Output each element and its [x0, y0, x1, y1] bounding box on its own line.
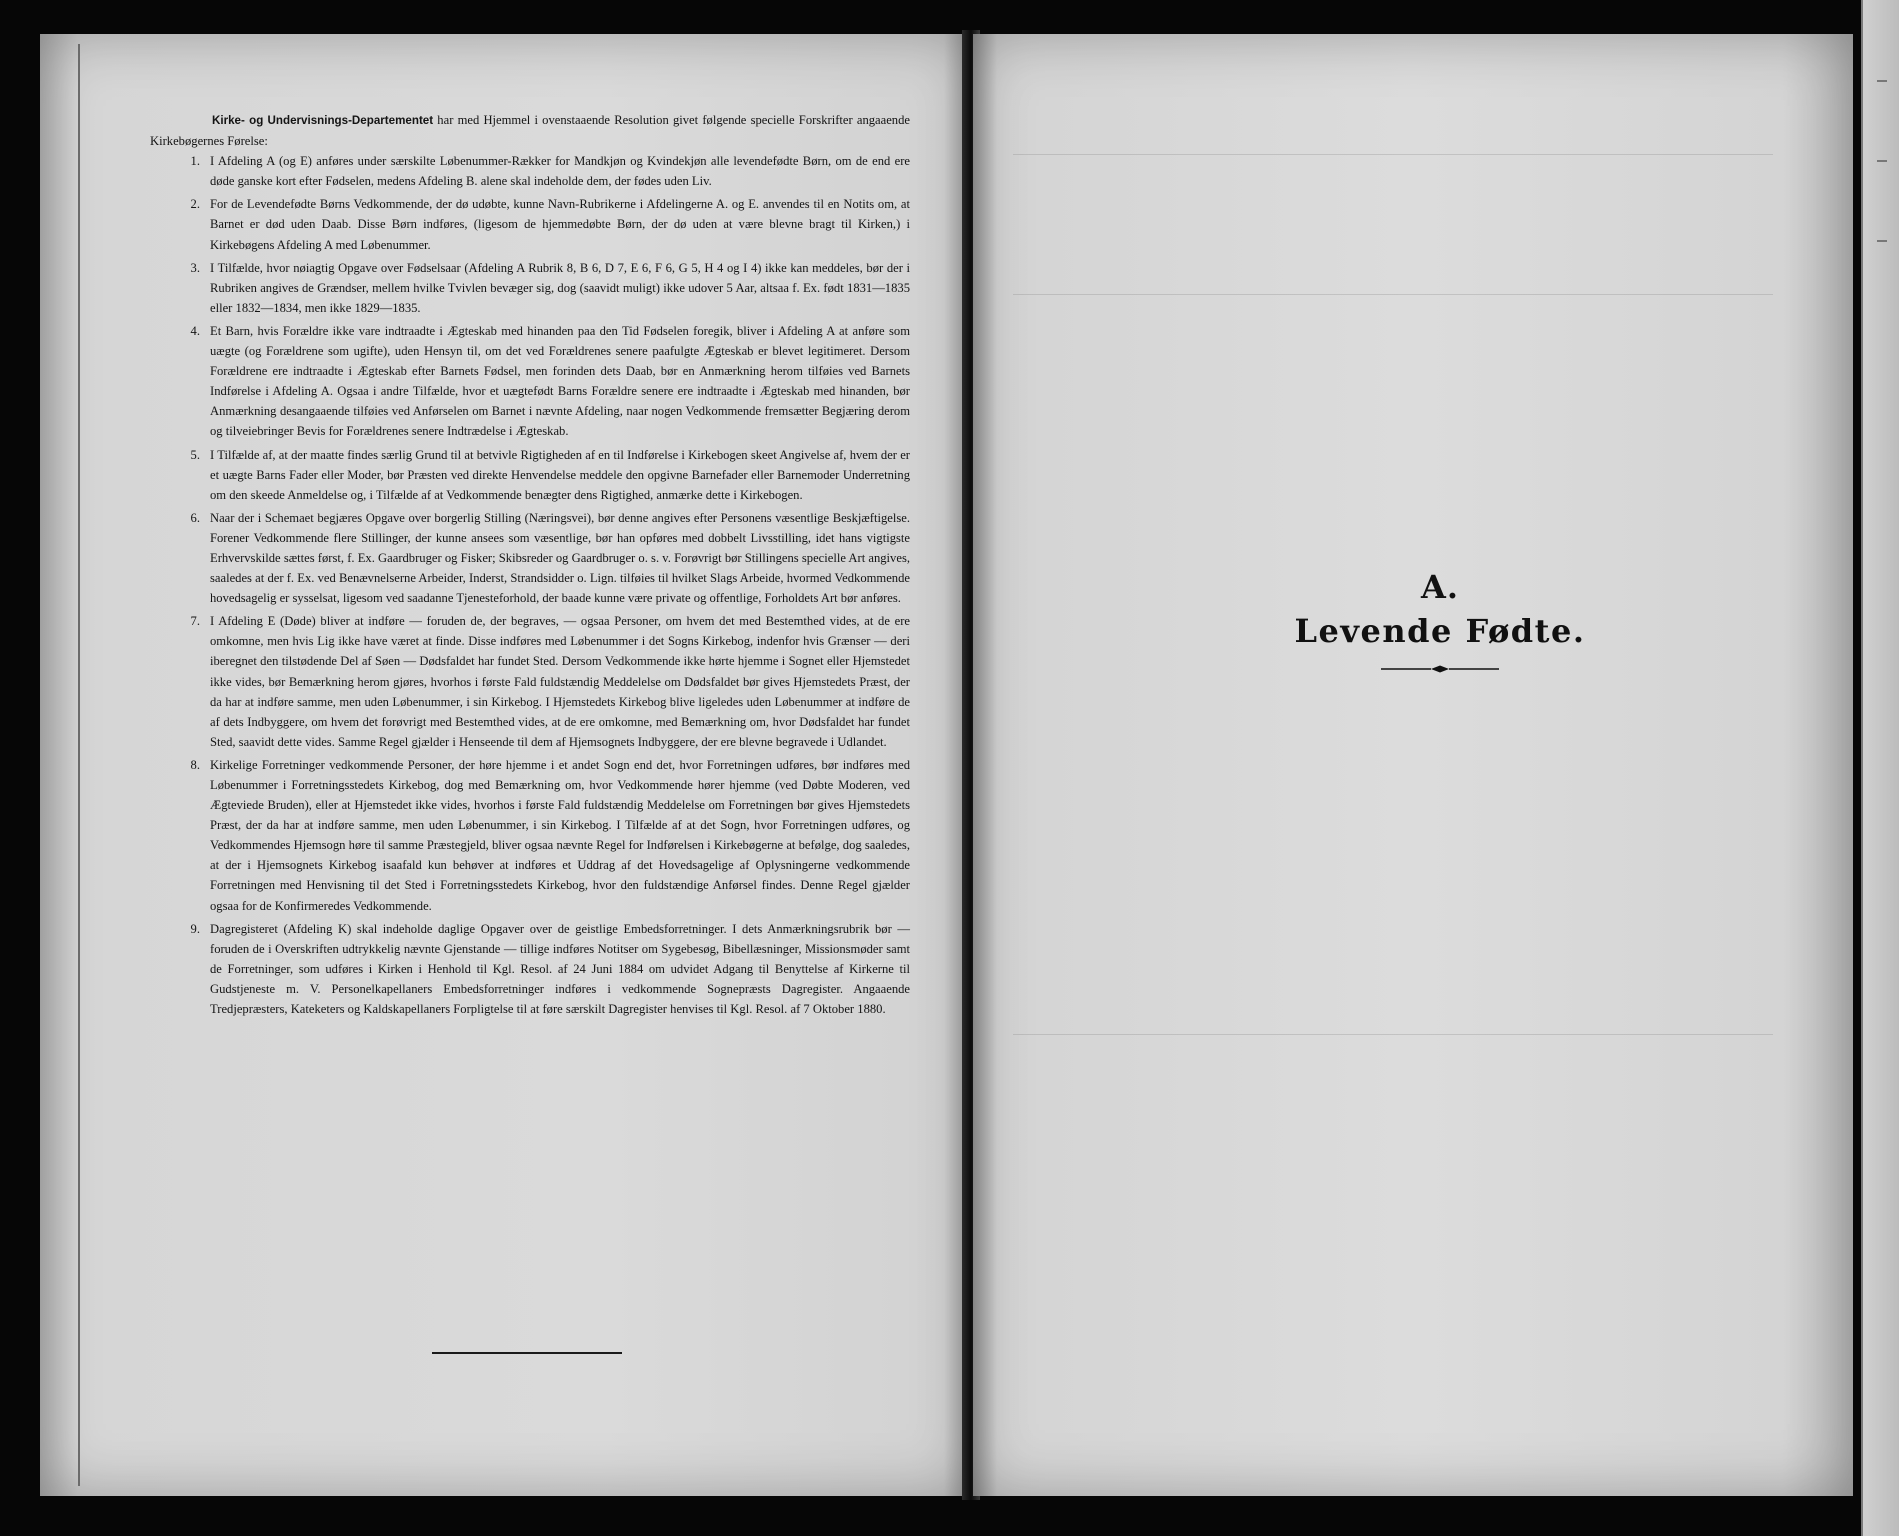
- regulation-item: [150, 919, 910, 1019]
- regulation-item: [150, 151, 910, 191]
- regulation-item-number: 5.: [190, 447, 200, 462]
- regulation-item-number: 1.: [190, 154, 200, 169]
- regulation-item-text: I Afdeling A (og E) anføres under særskilte Løbenummer-Rækker for Mandkjøn og Kvindekjøn alle levendefødte Børn, om de end ere døde ganske kort efter Fødselen, medens Afdeling B. alene skal indeholde dem, der fødes uden Liv.: [210, 154, 910, 189]
- faint-ruled-line: [1013, 154, 1773, 155]
- regulation-item: [150, 258, 910, 318]
- regulation-item-number: 9.: [190, 921, 200, 936]
- right-page: [973, 34, 1853, 1496]
- edge-tick: [1877, 80, 1887, 82]
- faint-ruled-line: [1013, 294, 1773, 295]
- ornamental-rule: [1381, 664, 1499, 674]
- regulation-item: [150, 194, 910, 254]
- regulation-item: [150, 445, 910, 505]
- faint-ruled-line: [1013, 1034, 1773, 1035]
- section-letter: A.: [1421, 568, 1459, 606]
- regulation-item: [150, 755, 910, 916]
- edge-tick: [1877, 160, 1887, 162]
- regulation-item-number: 3.: [190, 260, 200, 275]
- intro-text: har med Hjemmel i ovenstaaende Resolution givet følgende specielle Forskrifter angaaende Kirkebøgernes Førelse:: [150, 113, 910, 149]
- regulation-item-text: I Tilfælde af, at der maatte findes særlig Grund til at betvivle Rigtigheden af en til Indførelse i Kirkebogen skeet Angivelse af, hvem der er et uægte Barns Fader eller Moder, bør Præsten ved direkte Henvendelse meddele den opgivne Barnefader eller Barnemoder Underretning om den skeede Anmeldelse og, i Tilfælde af at Vedkommende benægter dens Rigtighed, anmærke dette i Kirkebogen.: [210, 447, 910, 502]
- page-edge-line: [78, 44, 80, 1486]
- regulation-item: [150, 611, 910, 752]
- end-rule: [432, 1352, 622, 1354]
- regulation-item-number: 6.: [190, 510, 200, 525]
- regulation-item-number: 2.: [190, 197, 200, 212]
- regulation-item-text: Naar der i Schemaet begjæres Opgave over borgerlig Stilling (Næringsvei), bør denne angives efter Personens væsentlige Beskjæftigelse. Forener Vedkommende flere Stillinger, der kunne ansees som væsentlige, bør han opføres med dobbelt Livsstilling, idet hans vigtigste Erhvervskilde sættes først, f. Ex. Gaardbruger og Fisker; Skibsreder og Gaardbruger o. s. v. Forøvrigt bør Stillingens specielle Art angives, saaledes at der f. Ex. ved Benævnelserne Arbeider, Inderst, Strandsidder o. Lign. tilføies til hvilket Slags Arbeide, hvormed Vedkommende hovedsagelig er sysselsat, ligesom ved saadanne Tjenesteforhold, der baade kunne være private og offentlige, Forholdets Art bør anføres.: [210, 510, 910, 606]
- regulation-item: [150, 508, 910, 608]
- regulation-item-number: 7.: [190, 614, 200, 629]
- regulation-item-text: For de Levendefødte Børns Vedkommende, der dø udøbte, kunne Navn-Rubrikerne i Afdelingerne A. og E. anvendes til en Notits om, at Barnet er død uden Daab. Disse Børn indføres, (ligesom de hjemmedøbte Børn, der dø uden at være blevne bragt til Kirken,) i Kirkebøgens Afdeling A med Løbenummer.: [210, 197, 910, 252]
- section-title: Levende Fødte.: [1294, 612, 1586, 650]
- intro-paragraph: [150, 110, 910, 151]
- regulations-text: [150, 110, 910, 1022]
- regulation-item-number: 8.: [190, 757, 200, 772]
- regulation-item-number: 4.: [190, 323, 200, 338]
- regulation-item-text: Et Barn, hvis Forældre ikke vare indtraadte i Ægteskab med hinanden paa den Tid Fødselen foregik, bliver i Afdeling A at anføre som uægte (og Forældrene som ugifte), uden Hensyn til, om det ved Forældrenes senere paafulgte Ægteskab er blevet legitimeret. Dersom Forældrene ere indtraadte i Ægteskab efter Barnets Fødsel, men forinden dets Daab, bør en Anmærkning herom tilføies ved Barnets Indførelse i Afdeling A. Ogsaa i andre Tilfælde, hvor et uægtefødt Barns Forældre senere ere indtraadte i Ægteskab med hinanden, bør Anmærkning desangaaende tilføies ved Anførselen om Barnet i nævnte Afdeling, naar nogen Vedkommende fremsætter Begjæring derom og tilveiebringer Bevis for Forældrenes senere Indtrædelse i Ægteskab.: [210, 323, 910, 439]
- intro-department-name: Kirke- og Undervisnings-Departementet: [212, 114, 434, 127]
- regulation-item-text: I Afdeling E (Døde) bliver at indføre — foruden de, der begraves, — ogsaa Personer, om hvem det med Bestemthed vides, at de ere omkomne, men hvis Lig ikke have været at finde. Disse indføres med Løbenummer i det Sogns Kirkebog, indenfor hvis Grænser — deri iberegnet den tilstødende Del af Søen — Dødsfaldet har fundet Sted. Dersom Vedkommende ikke hørte hjemme i Sognet eller Hjemstedet ikke vides, bør Bemærkning herom gjøres, hvorhos i første Fald fuldstændig Meddelelse om Dødsfaldet bør gives Hjemstedets Præst, der da har at indføre samme, men uden Løbenummer, i sin Kirkebog. I Hjemstedets Kirkebog blive ligeledes uden Løbenummer at indføre de af dets Indbyggere, om hvem det forøvrigt med Bestemthed vides, at de ere omkomne, med Bemærkning om, hvor Dødsfaldet har fundet Sted, saavidt dette vides. Samme Regel gjælder i Henseende til dem af Hjemsognets Indbyggere, der ere blevne begravede i Udlandet.: [210, 614, 910, 749]
- regulation-item-text: Dagregisteret (Afdeling K) skal indeholde daglige Opgaver over de geistlige Embedsforretninger. I dets Anmærkningsrubrik bør — foruden de i Overskriften udtrykkelig nævnte Gjenstande — tillige indføres Notitser om Sygebesøg, Bibellæsninger, Missionsmøder samt de Forretninger, som udføres i Kirken i Henhold til Kgl. Resol. af 24 Juni 1884 om udvidet Adgang til Benyttelse af Kirkerne til Gudstjeneste m. V. Personelkapellaners Embedsforretninger indføres i vedkommende Sognepræsts Dagregister. Angaaende Tredjepræsters, Kateketers og Kaldskapellaners Forpligtelse til at føre særskilt Dagregister henvises til Kgl. Resol. af 7 Oktober 1880.: [210, 921, 910, 1017]
- next-page-edge: [1861, 0, 1899, 1536]
- regulation-item-text: Kirkelige Forretninger vedkommende Personer, der høre hjemme i et andet Sogn end det, hvor Forretningen udføres, bør indføres med Løbenummer i Forretningsstedets Kirkebog, dog med Bemærkning om, hvor Vedkommende hører hjemme (ved Døbte Moderen, ved Ægteviede Bruden), eller at Hjemstedet ikke vides, hvorhos i første Fald fuldstændig Meddelelse om Forretningen bør gives Hjemstedets Præst, der da har at indføre samme, men uden Løbenummer, i sin Kirkebog. I Tilfælde af at det Sogn, hvor Forretningen udføres, og Vedkommendes Hjemsogn høre til samme Præstegjeld, bliver ogsaa nævnte Regel for Indførelsen i Kirkebøgerne at befølge, dog saaledes, at der i Hjemsognets Kirkebog isaafald kun behøver at indføres et Uddrag af det Hovedsagelige af Oplysningerne vedkommende Forretningen med Henvisning til det Sted i Forretningsstedets Kirkebog, hvor den fuldstændige Anførsel findes. Denne Regel gjælder ogsaa for de Konfirmeredes Vedkommende.: [210, 757, 910, 913]
- edge-tick: [1877, 240, 1887, 242]
- regulation-items: [150, 151, 910, 1019]
- regulation-item-text: I Tilfælde, hvor nøiagtig Opgave over Fødselsaar (Afdeling A Rubrik 8, B 6, D 7, E 6, F 6, G 5, H 4 og I 4) ikke kan meddeles, bør der i Rubriken angives de Grændser, mellem hvilke Tvivlen bevæger sig, dog (saavidt muligt) ikke udover 5 Aar, altsaa f. Ex. født 1831—1835 eller 1832—1834, men ikke 1829—1835.: [210, 260, 910, 315]
- section-heading: [1230, 568, 1650, 679]
- regulation-item: [150, 321, 910, 442]
